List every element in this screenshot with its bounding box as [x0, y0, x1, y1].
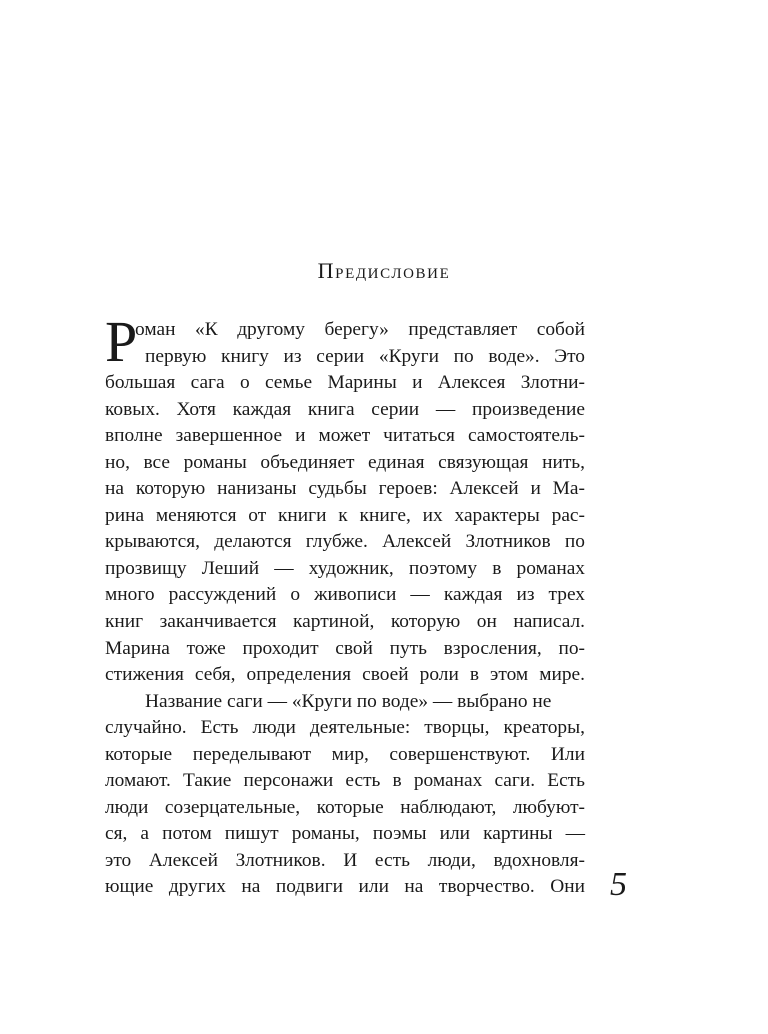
text-line: на которую нанизаны судьбы героев: Алексей и Ма-: [105, 478, 585, 500]
text-line: первую книгу из серии «Круги по воде». Это: [145, 345, 585, 367]
text-line: вполне завершенное и может читаться самостоятель-: [105, 425, 585, 447]
body-text: [105, 309, 585, 901]
text-line: ломают. Такие персонажи есть в романах саги. Есть: [105, 770, 585, 792]
text-line: ковых. Хотя каждая книга серии — произведение: [105, 398, 585, 420]
chapter-title: Предисловие: [317, 258, 451, 283]
text-line: большая сага о семье Марины и Алексея Злотни-: [105, 372, 585, 394]
text-line: случайно. Есть люди деятельные: творцы, креаторы,: [105, 717, 585, 739]
drop-cap: Р: [105, 309, 138, 374]
text-line: прозвищу Леший — художник, поэтому в романах: [105, 557, 585, 579]
text-line: стижения себя, определения своей роли в этом мире.: [105, 664, 585, 686]
text-line: книг заканчивается картиной, которую он написал.: [105, 611, 585, 633]
text-line: рина меняются от книги к книге, их характеры рас-: [105, 504, 585, 526]
paragraph-2: [105, 689, 585, 901]
text-line: много рассуждений о живописи — каждая из трех: [105, 584, 585, 606]
text-line: Марина тоже проходит свой путь взросления, по-: [105, 637, 585, 659]
text-line: оман «К другому берегу» представляет собой: [135, 319, 585, 340]
text-line: это Алексей Злотников. И есть люди, вдохновля-: [105, 849, 585, 871]
text-line: ся, а потом пишут романы, поэмы или картины —: [105, 823, 585, 845]
text-line: люди созерцательные, которые наблюдают, любуют-: [105, 796, 585, 818]
text-line: ющие других на подвиги или на творчество. Они: [105, 876, 585, 898]
text-line: Название саги — «Круги по воде» — выбрано не: [145, 690, 552, 712]
text-line: которые переделывают мир, совершенствуют. Или: [105, 743, 585, 765]
text-line: крываются, делаются глубже. Алексей Злотников по: [105, 531, 585, 553]
text-line: но, все романы объединяет единая связующая нить,: [105, 451, 585, 473]
page-number: 5: [610, 866, 627, 903]
paragraph-1: [105, 309, 585, 689]
